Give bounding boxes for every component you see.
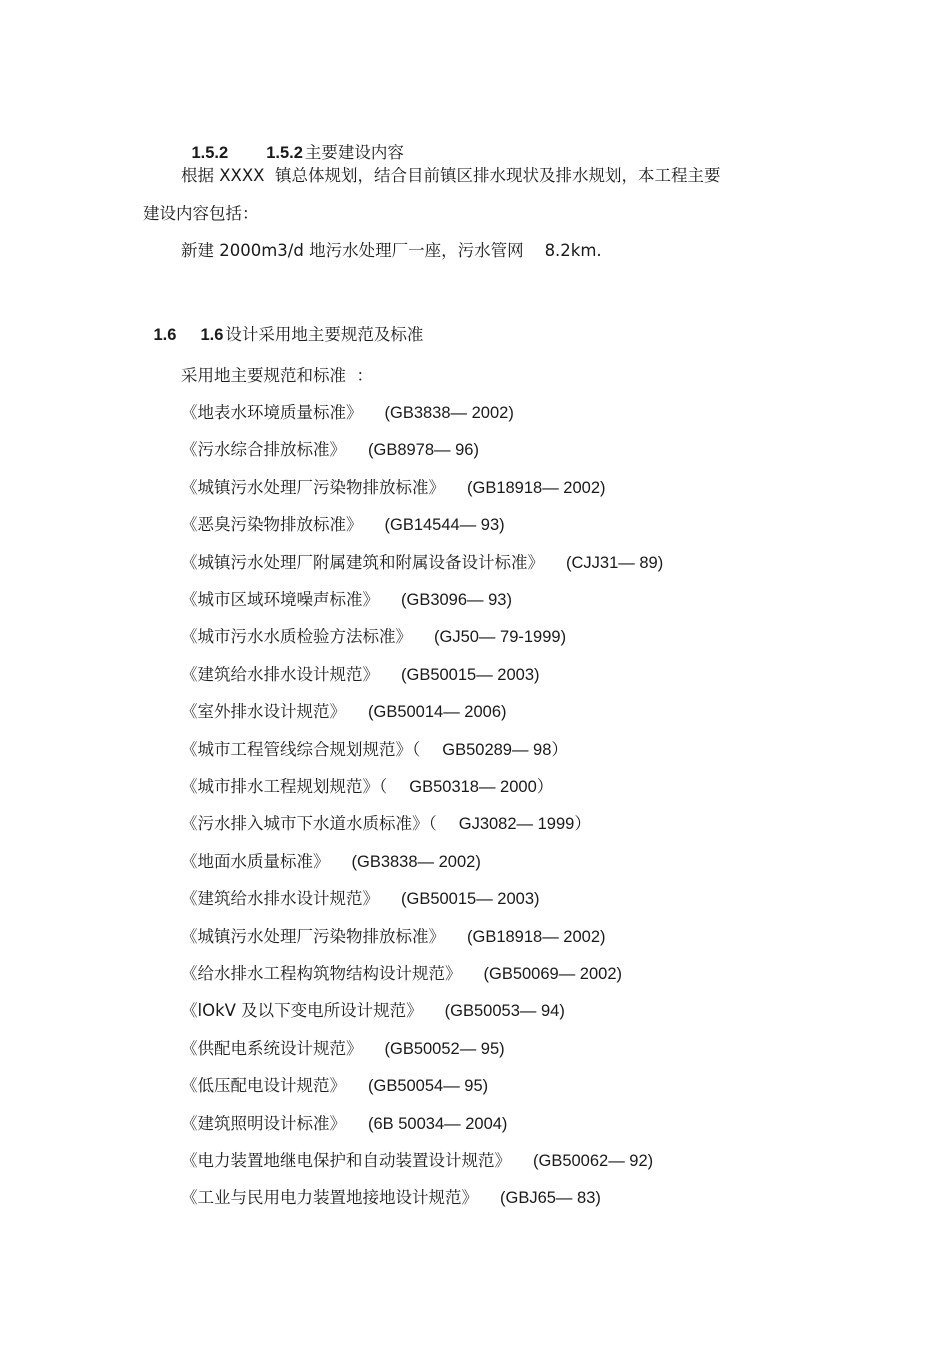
standard-code: (GB50015— 2003) xyxy=(401,666,540,684)
standard-title: 《城镇污水处理厂附属建筑和附属设备设计标准》 xyxy=(181,553,544,572)
standard-title: 《城市区域环境噪声标准》 xyxy=(181,590,379,609)
standard-item xyxy=(181,514,505,536)
standard-code: (GB50062— 92) xyxy=(533,1152,654,1170)
standard-title: 《城市污水水质检验方法标准》 xyxy=(181,627,412,646)
standard-item xyxy=(181,888,540,910)
standard-item xyxy=(181,402,514,424)
standard-title: 《城镇污水处理厂污染物排放标准》 xyxy=(181,478,445,497)
standard-item xyxy=(181,963,622,985)
section-1-6-heading xyxy=(143,302,423,346)
standard-title: 《电力装置地继电保护和自动装置设计规范》 xyxy=(181,1151,511,1170)
section-title-number: 1.5.2 xyxy=(266,144,303,162)
standard-code: (GB50052— 95) xyxy=(384,1040,505,1058)
standard-item xyxy=(181,1000,565,1022)
standard-title: 《城市排水工程规划规范》（ xyxy=(181,777,388,796)
standard-item xyxy=(181,813,591,835)
standard-code: GB50318— 2000） xyxy=(409,778,554,796)
standard-title: 《供配电系统设计规范》 xyxy=(181,1039,363,1058)
standard-code: (GB50015— 2003) xyxy=(401,890,540,908)
standard-title: 《工业与民用电力装置地接地设计规范》 xyxy=(181,1188,478,1207)
standard-item xyxy=(181,626,566,648)
standard-code: (GB50054— 95) xyxy=(368,1077,489,1095)
standard-title: 《建筑照明设计标准》 xyxy=(181,1114,346,1133)
standard-item xyxy=(181,701,507,723)
standard-code: (6B 50034— 2004) xyxy=(368,1115,508,1133)
standard-item xyxy=(181,1038,505,1060)
standard-item xyxy=(181,776,553,798)
standard-title: 《室外排水设计规范》 xyxy=(181,702,346,721)
standard-code: (GB50069— 2002) xyxy=(483,965,623,983)
standard-item xyxy=(181,851,481,873)
standard-code: GB50289— 98） xyxy=(442,741,568,759)
standard-title: 《建筑给水排水设计规范》 xyxy=(181,889,379,908)
standard-title: 《地面水质量标准》 xyxy=(181,852,330,871)
standard-title: 《低压配电设计规范》 xyxy=(181,1076,346,1095)
standard-code: (CJJ31— 89) xyxy=(566,554,664,572)
standard-title: 《给水排水工程构筑物结构设计规范》 xyxy=(181,964,462,983)
standard-code: (GB50053— 94) xyxy=(444,1002,565,1020)
section-number: 1.5.2 xyxy=(191,144,229,162)
standard-item xyxy=(181,439,479,461)
standard-item xyxy=(181,1075,488,1097)
standard-item xyxy=(181,664,540,686)
standard-code: (GB50014— 2006) xyxy=(368,703,507,721)
standard-title: 《lOkV 及以下变电所设计规范》 xyxy=(181,1001,423,1020)
standard-code: GJ3082— 1999） xyxy=(458,815,591,833)
standard-item xyxy=(181,1187,601,1209)
section-title: 设计采用地主要规范及标准 xyxy=(225,325,424,344)
standard-title: 《恶臭污染物排放标准》 xyxy=(181,515,363,534)
standard-item xyxy=(181,926,606,948)
section-1-5-2-heading xyxy=(181,120,404,164)
standard-title: 《城镇污水处理厂污染物排放标准》 xyxy=(181,927,445,946)
standards-intro: 采用地主要规范和标准 ： xyxy=(181,366,373,385)
standard-code: (GB3096— 93) xyxy=(401,591,512,609)
standard-item xyxy=(181,739,568,761)
standard-title: 《建筑给水排水设计规范》 xyxy=(181,665,379,684)
standard-title: 《地表水环境质量标准》 xyxy=(181,403,363,422)
standard-code: (GB14544— 93) xyxy=(384,516,505,534)
paragraph-line: 建设内容包括： xyxy=(143,204,259,223)
standard-code: (GB3838— 2002) xyxy=(351,853,481,871)
standard-title: 《城市工程管线综合规划规范》（ xyxy=(181,740,421,759)
section-title-number: 1.6 xyxy=(200,326,224,344)
paragraph-line: 根据 XXXX 镇总体规划，结合目前镇区排水现状及排水规划，本工程主要 xyxy=(181,166,721,185)
standard-item xyxy=(181,552,663,574)
standard-code: (GB18918— 2002) xyxy=(467,479,606,497)
standard-item xyxy=(181,1150,653,1172)
standard-title: 《污水排入城市下水道水质标准》（ xyxy=(181,814,437,833)
standard-code: (GB3838— 2002) xyxy=(384,404,514,422)
section-number: 1.6 xyxy=(153,326,177,344)
standard-item xyxy=(181,1113,507,1135)
standard-code: (GBJ65— 83) xyxy=(500,1189,601,1207)
standard-code: (GB18918— 2002) xyxy=(467,928,606,946)
section-title: 主要建设内容 xyxy=(304,143,404,162)
paragraph-line: 新建 2000m3/d 地污水处理厂一座，污水管网 8.2km. xyxy=(181,241,602,260)
standard-code: (GJ50— 79-1999) xyxy=(434,628,567,646)
standard-title: 《污水综合排放标准》 xyxy=(181,440,346,459)
standard-item xyxy=(181,477,606,499)
standard-item xyxy=(181,589,512,611)
standard-code: (GB8978— 96) xyxy=(368,441,479,459)
